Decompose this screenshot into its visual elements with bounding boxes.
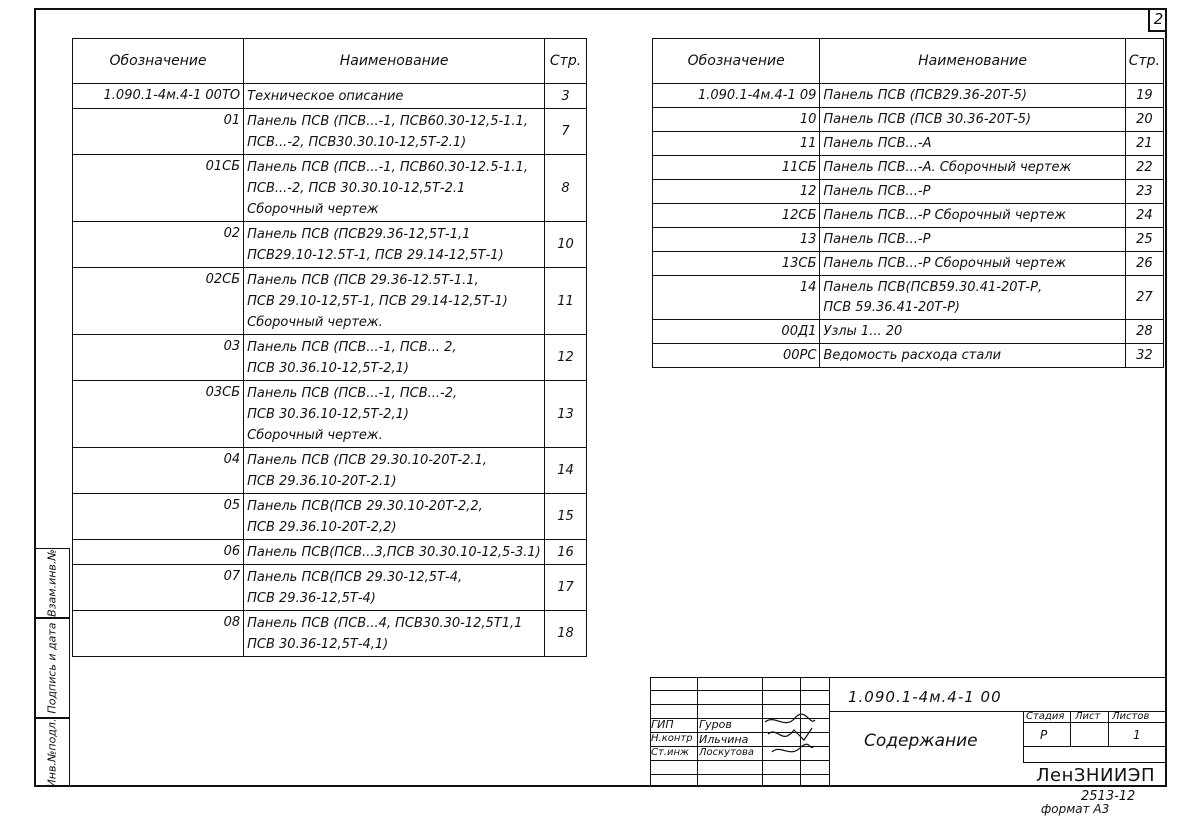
row-designation: 07 bbox=[73, 565, 244, 611]
row-page: 26 bbox=[1125, 252, 1163, 276]
table-row bbox=[653, 252, 1164, 276]
row-name-line: Панель ПСВ...-Р bbox=[823, 231, 931, 247]
table-row bbox=[653, 276, 1164, 320]
side-cell-replaced bbox=[34, 548, 70, 618]
row-name-line: Сборочный чертеж. bbox=[247, 314, 383, 330]
row-name-line: Панель ПСВ...-Р Сборочный чертеж bbox=[823, 207, 1067, 223]
paper-format: формат А3 bbox=[1041, 802, 1110, 816]
side-label-signature: Подпись и дата bbox=[45, 622, 59, 714]
row-designation: 05 bbox=[73, 494, 244, 540]
row-page: 16 bbox=[545, 540, 587, 565]
row-name-line: ПСВ 29.36.10-20Т-2,2) bbox=[247, 519, 397, 535]
row-page: 25 bbox=[1125, 228, 1163, 252]
row-page: 13 bbox=[545, 381, 587, 448]
doc-code: 1.090.1-4м.4-1 00 bbox=[848, 688, 1002, 706]
row-name-line: Техническое описание bbox=[247, 88, 404, 104]
row-name bbox=[820, 180, 1125, 204]
row-name-line: Панель ПСВ (ПСВ 29.30.10-20Т-2.1, bbox=[247, 452, 487, 468]
doc-title: Содержание bbox=[864, 731, 978, 751]
role-gip: ГИП bbox=[651, 718, 674, 731]
row-name bbox=[820, 108, 1125, 132]
row-name-line: ПСВ...-2, ПСВ30.30.10-12,5Т-2.1) bbox=[247, 134, 467, 150]
table-row bbox=[73, 222, 587, 268]
row-name-line: ПСВ 30.36.10-12,5Т-2,1) bbox=[247, 406, 409, 422]
row-name-line: Ведомость расхода стали bbox=[823, 347, 1002, 363]
row-designation: 04 bbox=[73, 448, 244, 494]
sheets-value: 1 bbox=[1133, 728, 1141, 742]
row-designation: 01СБ bbox=[73, 155, 244, 222]
table-row bbox=[73, 540, 587, 565]
row-name-line: ПСВ 29.10-12,5Т-1, ПСВ 29.14-12,5Т-1) bbox=[247, 293, 508, 309]
row-designation: 01 bbox=[73, 109, 244, 155]
row-designation: 02СБ bbox=[73, 268, 244, 335]
contents-table-left bbox=[72, 38, 587, 657]
row-name bbox=[244, 84, 545, 109]
row-designation: 13СБ bbox=[653, 252, 820, 276]
row-page: 23 bbox=[1125, 180, 1163, 204]
row-designation: 10 bbox=[653, 108, 820, 132]
row-name bbox=[820, 344, 1125, 368]
table-row bbox=[653, 228, 1164, 252]
header-designation: Обозначение bbox=[73, 39, 244, 84]
row-name-line: Панель ПСВ (ПСВ...4, ПСВ30.30-12,5Т1,1 bbox=[247, 615, 523, 631]
table-row bbox=[73, 611, 587, 657]
row-designation: 08 bbox=[73, 611, 244, 657]
row-name bbox=[244, 611, 545, 657]
row-name-line: Сборочный чертеж bbox=[247, 201, 379, 217]
row-name bbox=[820, 156, 1125, 180]
row-designation: 13 bbox=[653, 228, 820, 252]
row-designation: 03СБ bbox=[73, 381, 244, 448]
row-page: 32 bbox=[1125, 344, 1163, 368]
table-row bbox=[73, 109, 587, 155]
row-name-line: ПСВ 29.36-12,5Т-4) bbox=[247, 590, 376, 606]
sheets-header: Листов bbox=[1112, 711, 1150, 722]
stage-header: Стадия bbox=[1026, 711, 1065, 722]
contents-table-right bbox=[652, 38, 1164, 368]
table-header-row bbox=[653, 39, 1164, 84]
row-page: 24 bbox=[1125, 204, 1163, 228]
row-name-line: Панель ПСВ (ПСВ...-1, ПСВ...-2, bbox=[247, 385, 458, 401]
row-designation: 12 bbox=[653, 180, 820, 204]
table-row bbox=[653, 156, 1164, 180]
row-name-line: Панель ПСВ...-Р bbox=[823, 183, 931, 199]
row-name-line: Панель ПСВ (ПСВ...-1, ПСВ60.30-12.5-1.1, bbox=[247, 159, 528, 175]
table-row bbox=[73, 565, 587, 611]
row-page: 20 bbox=[1125, 108, 1163, 132]
row-name-line: ПСВ29.10-12.5Т-1, ПСВ 29.14-12,5Т-1) bbox=[247, 247, 504, 263]
table-header-row bbox=[73, 39, 587, 84]
row-page: 22 bbox=[1125, 156, 1163, 180]
row-designation: 1.090.1-4м.4-1 09 bbox=[653, 84, 820, 108]
drawing-number: 2513-12 bbox=[1081, 789, 1136, 804]
row-name bbox=[820, 204, 1125, 228]
row-page: 14 bbox=[545, 448, 587, 494]
row-page: 11 bbox=[545, 268, 587, 335]
row-designation: 1.090.1-4м.4-1 00ТО bbox=[73, 84, 244, 109]
row-name bbox=[244, 494, 545, 540]
row-name bbox=[244, 268, 545, 335]
row-name-line: Панель ПСВ(ПСВ 29.30-12,5Т-4, bbox=[247, 569, 463, 585]
table-row bbox=[73, 268, 587, 335]
table-row bbox=[653, 84, 1164, 108]
row-name-line: Панель ПСВ (ПСВ29.36-12,5Т-1,1 bbox=[247, 226, 471, 242]
table-row bbox=[73, 335, 587, 381]
table-row bbox=[73, 84, 587, 109]
row-designation: 11СБ bbox=[653, 156, 820, 180]
row-designation: 11 bbox=[653, 132, 820, 156]
table-row bbox=[73, 381, 587, 448]
row-name bbox=[820, 252, 1125, 276]
row-name-line: Сборочный чертеж. bbox=[247, 427, 383, 443]
row-page: 7 bbox=[545, 109, 587, 155]
row-name-line: Панель ПСВ (ПСВ29.36-20Т-5) bbox=[823, 87, 1027, 103]
row-name bbox=[820, 228, 1125, 252]
row-name bbox=[244, 155, 545, 222]
row-name bbox=[244, 381, 545, 448]
row-name-line: Узлы 1... 20 bbox=[823, 323, 903, 339]
organization: ЛенЗНИИЭП bbox=[1036, 765, 1155, 786]
header-name: Наименование bbox=[820, 39, 1125, 84]
row-designation: 14 bbox=[653, 276, 820, 320]
row-name-line: ПСВ 30.36.10-12,5Т-2,1) bbox=[247, 360, 409, 376]
row-name bbox=[820, 320, 1125, 344]
table-row bbox=[653, 132, 1164, 156]
row-page: 8 bbox=[545, 155, 587, 222]
row-page: 17 bbox=[545, 565, 587, 611]
row-name bbox=[244, 448, 545, 494]
table-row bbox=[653, 344, 1164, 368]
side-cell-inventory bbox=[34, 718, 70, 787]
row-page: 15 bbox=[545, 494, 587, 540]
row-page: 21 bbox=[1125, 132, 1163, 156]
row-name-line: ПСВ...-2, ПСВ 30.30.10-12,5Т-2.1 bbox=[247, 180, 466, 196]
name-stinzh: Лоскутова bbox=[699, 747, 755, 758]
header-page: Стр. bbox=[1125, 39, 1163, 84]
row-page: 19 bbox=[1125, 84, 1163, 108]
name-gip: Гуров bbox=[699, 718, 732, 731]
row-designation: 03 bbox=[73, 335, 244, 381]
row-name bbox=[244, 222, 545, 268]
side-label-replaced: Взам.инв.№ bbox=[45, 549, 59, 617]
table-row bbox=[73, 448, 587, 494]
sheet-number: 2 bbox=[1148, 8, 1167, 32]
table-row bbox=[73, 494, 587, 540]
row-designation: 06 bbox=[73, 540, 244, 565]
row-designation: 00Д1 bbox=[653, 320, 820, 344]
row-name-line: ПСВ 29.36.10-20Т-2.1) bbox=[247, 473, 397, 489]
header-page: Стр. bbox=[545, 39, 587, 84]
row-name bbox=[244, 540, 545, 565]
header-designation: Обозначение bbox=[653, 39, 820, 84]
row-name-line: Панель ПСВ (ПСВ 29.36-12.5Т-1.1, bbox=[247, 272, 479, 288]
side-label-inventory: Инв.№подл. bbox=[45, 718, 59, 787]
side-stamp bbox=[34, 548, 70, 787]
row-name-line: Панель ПСВ...-А bbox=[823, 135, 932, 151]
row-name-line: Панель ПСВ(ПСВ...3,ПСВ 30.30.10-12,5-3.1) bbox=[247, 544, 541, 560]
row-page: 28 bbox=[1125, 320, 1163, 344]
row-name-line: Панель ПСВ(ПСВ 29.30.10-20Т-2,2, bbox=[247, 498, 483, 514]
table-row bbox=[73, 155, 587, 222]
table-row bbox=[653, 320, 1164, 344]
stage-value: Р bbox=[1040, 728, 1048, 742]
table-row bbox=[653, 108, 1164, 132]
row-name-line: Панель ПСВ (ПСВ...-1, ПСВ60.30-12,5-1.1, bbox=[247, 113, 528, 129]
row-page: 3 bbox=[545, 84, 587, 109]
row-name-line: ПСВ 30.36-12,5Т-4,1) bbox=[247, 636, 389, 652]
row-name bbox=[820, 84, 1125, 108]
table-row bbox=[653, 180, 1164, 204]
row-name bbox=[820, 276, 1125, 320]
row-name-line: Панель ПСВ (ПСВ 30.36-20Т-5) bbox=[823, 111, 1032, 127]
table-row bbox=[653, 204, 1164, 228]
row-page: 12 bbox=[545, 335, 587, 381]
row-name-line: Панель ПСВ (ПСВ...-1, ПСВ... 2, bbox=[247, 339, 457, 355]
sheet-header: Лист bbox=[1075, 711, 1101, 722]
row-name bbox=[244, 335, 545, 381]
name-nkontr: Ильчина bbox=[699, 733, 749, 746]
header-name: Наименование bbox=[244, 39, 545, 84]
row-page: 10 bbox=[545, 222, 587, 268]
row-name-line: Панель ПСВ...-А. Сборочный чертеж bbox=[823, 159, 1072, 175]
role-stinzh: Ст.инж bbox=[651, 747, 690, 758]
row-designation: 00РС bbox=[653, 344, 820, 368]
row-page: 18 bbox=[545, 611, 587, 657]
row-name-line: ПСВ 59.36.41-20Т-Р) bbox=[823, 299, 960, 315]
row-name-line: Панель ПСВ...-Р Сборочный чертеж bbox=[823, 255, 1067, 271]
row-name bbox=[244, 109, 545, 155]
row-designation: 02 bbox=[73, 222, 244, 268]
side-cell-signature bbox=[34, 618, 70, 718]
row-name-line: Панель ПСВ(ПСВ59.30.41-20Т-Р, bbox=[823, 279, 1043, 295]
signature-scribbles bbox=[760, 712, 820, 762]
row-designation: 12СБ bbox=[653, 204, 820, 228]
row-name bbox=[820, 132, 1125, 156]
row-name bbox=[244, 565, 545, 611]
row-page: 27 bbox=[1125, 276, 1163, 320]
role-nkontr: Н.контр bbox=[651, 733, 693, 744]
